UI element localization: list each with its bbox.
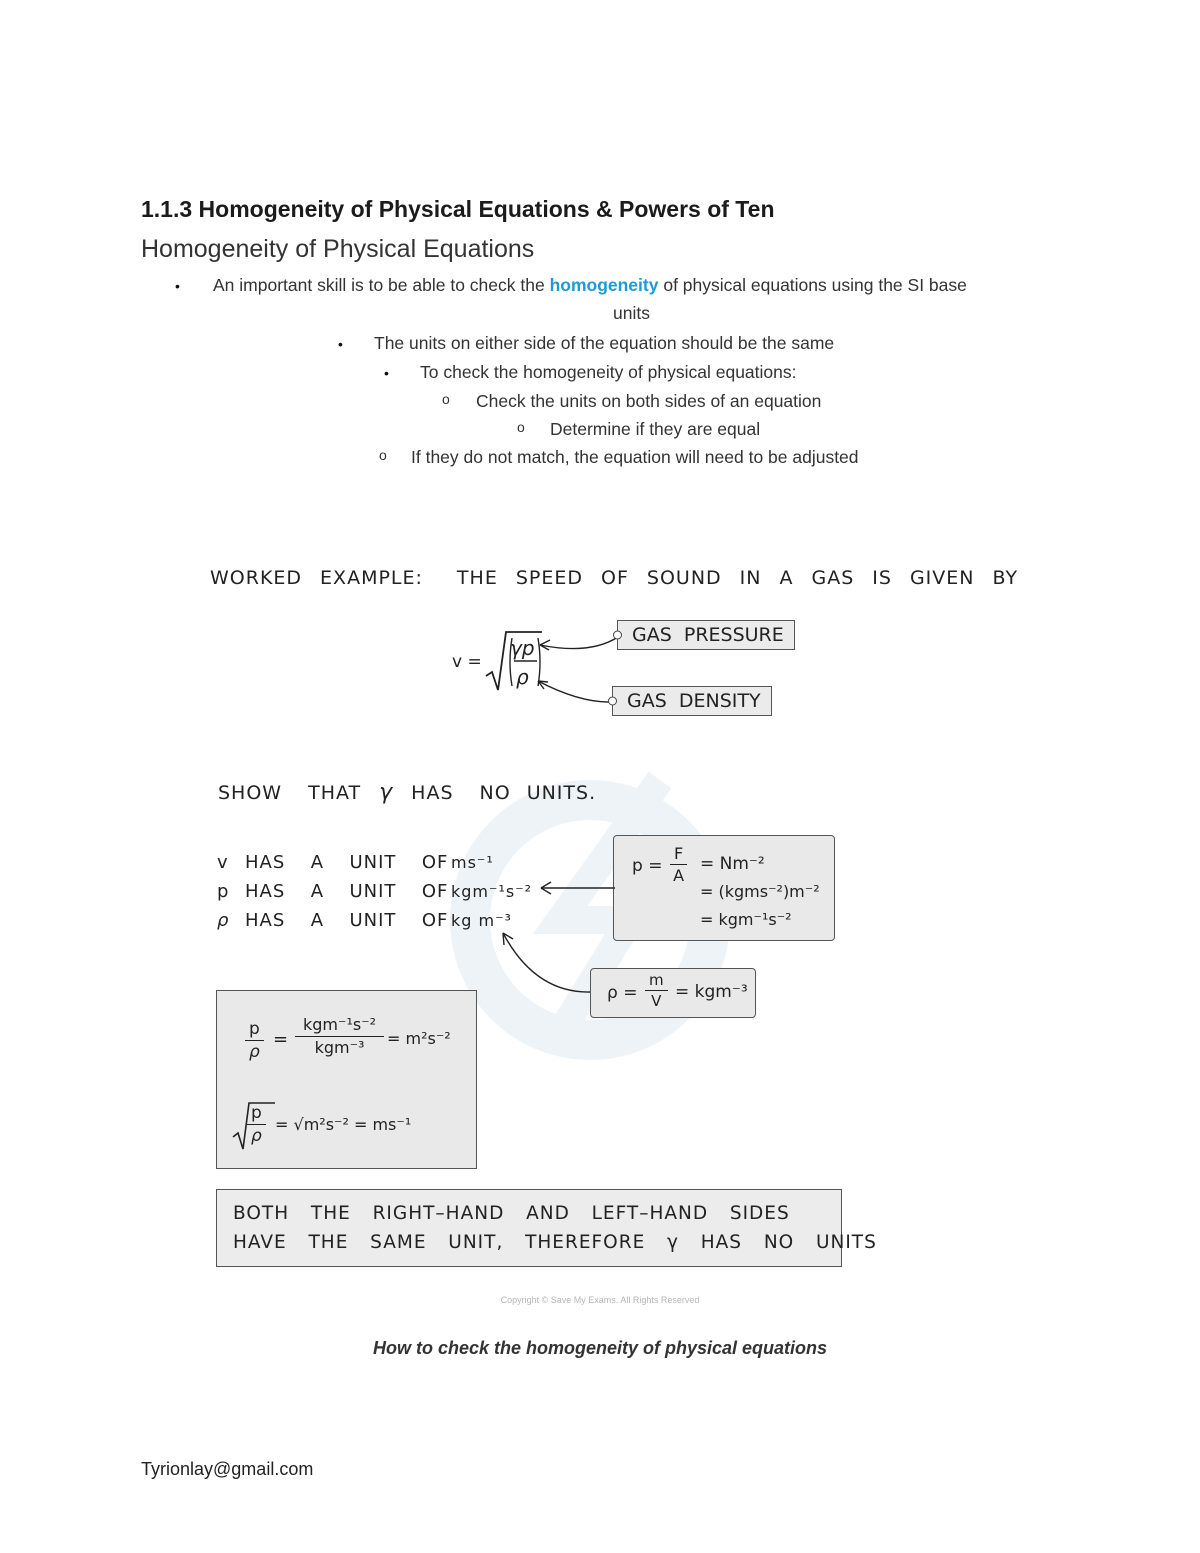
density-derivation-box (590, 968, 756, 1018)
sub-bullet-2-text: Determine if they are equal (550, 419, 761, 439)
unit-row (217, 881, 532, 902)
rhobox-fraction (645, 971, 668, 1010)
title-word: A (779, 567, 794, 589)
calc-num-2: kgm⁻¹s⁻² (295, 1015, 384, 1037)
show-statement (218, 780, 596, 805)
bullet-marker: • (338, 336, 343, 352)
title-word: IN (739, 567, 762, 589)
unit-row (217, 852, 494, 873)
title-word: WORKED (210, 567, 303, 589)
pbox-line-2: = (kgms⁻²)m⁻² (700, 882, 820, 901)
unit-value: kgm⁻¹s⁻² (451, 882, 533, 901)
bullet-1-pre: An important skill is to be able to check the (213, 275, 550, 295)
sub-bullet-3-text: If they do not match, the equation will need to be adjusted (411, 447, 859, 467)
calc-equals: = (273, 1029, 289, 1050)
rhobox-denominator: V (651, 992, 662, 1010)
calc-num-1: p (245, 1019, 264, 1041)
arrow-density-unit (495, 925, 595, 1000)
conclusion-line-2: HAVE THE SAME UNIT, THEREFORE γ HAS NO UNITS (233, 1232, 877, 1253)
tag-hole-icon (613, 631, 622, 640)
arrow-pressure-unit (535, 878, 620, 898)
homogeneity-link[interactable]: homogeneity (549, 275, 659, 295)
calc-fraction-1 (245, 1019, 264, 1062)
conclusion-box (216, 1189, 877, 1267)
worked-example-title (210, 567, 1018, 589)
copyright-notice: Copyright © Save My Exams. All Rights Reserved (500, 1295, 700, 1305)
title-word: BY (992, 567, 1019, 589)
gas-density-label: GAS DENSITY (627, 690, 761, 712)
pbox-line-1: = Nm⁻² (700, 854, 765, 874)
title-word: GIVEN (909, 567, 975, 589)
bullet-2-text: The units on either side of the equation should be the same (374, 333, 835, 353)
calc-den-3: ρ (251, 1126, 262, 1146)
calc-num-3: p (247, 1103, 266, 1125)
show-word: NO (479, 782, 511, 804)
pbox-denominator: A (673, 866, 685, 885)
unit-value: kg m⁻³ (451, 911, 512, 930)
gas-pressure-label: GAS PRESSURE (632, 624, 784, 646)
footer-email: Tyrionlay@gmail.com (141, 1459, 314, 1479)
show-word: HAS (411, 782, 454, 804)
title-word: THE (456, 567, 498, 589)
gas-pressure-tag (617, 620, 795, 650)
sub-bullet-marker: o (442, 391, 450, 407)
bullet-marker: • (384, 365, 389, 381)
show-word: THAT (308, 782, 362, 804)
sub-bullet-1-text: Check the units on both sides of an equation (476, 391, 822, 411)
unit-value: ms⁻¹ (451, 853, 494, 872)
unit-row-text: HAS A UNIT OF (245, 910, 449, 931)
pbox-line-3: = kgm⁻¹s⁻² (700, 910, 792, 929)
bullet-marker: • (175, 278, 180, 294)
title-word: OF (601, 567, 629, 589)
rhobox-lhs: ρ = (607, 983, 638, 1003)
gas-density-tag (612, 686, 772, 716)
unit-symbol: v (217, 852, 229, 873)
equation-lhs: v = (452, 652, 482, 672)
pbox-lhs: p = (632, 856, 663, 876)
pbox-fraction (670, 844, 687, 885)
unit-row-text: HAS A UNIT OF (245, 852, 449, 873)
title-word: IS (872, 567, 892, 589)
unit-row-text: HAS A UNIT OF (245, 881, 449, 902)
title-word: EXAMPLE: (320, 567, 423, 589)
bullet-1-text (213, 275, 967, 296)
unit-symbol: ρ (217, 910, 230, 931)
pbox-numerator: F (670, 844, 687, 865)
calc-fraction-2 (295, 1015, 384, 1057)
calc-rhs-1: = m²s⁻² (387, 1029, 451, 1048)
equation-denominator: ρ (516, 665, 529, 689)
show-word: UNITS. (526, 782, 597, 804)
subsection-heading: Homogeneity of Physical Equations (141, 235, 535, 263)
calc-fraction-3 (247, 1103, 266, 1146)
bullet-3-text: To check the homogeneity of physical equations: (420, 362, 797, 382)
bullet-1-post: of physical equations using the SI base (658, 275, 967, 295)
conclusion-line-1: BOTH THE RIGHT–HAND AND LEFT–HAND SIDES (233, 1203, 790, 1224)
title-word: SOUND (646, 567, 722, 589)
calc-den-2: kgm⁻³ (314, 1038, 365, 1057)
pressure-derivation-box (613, 835, 835, 941)
figure-caption: How to check the homogeneity of physical equations (372, 1338, 828, 1358)
calculation-box (216, 990, 477, 1169)
calc-den-1: ρ (249, 1042, 260, 1062)
section-heading: 1.1.3 Homogeneity of Physical Equations & Powers of Ten (141, 196, 775, 222)
tag-hole-icon (608, 697, 617, 706)
equation-numerator: γp (510, 636, 535, 660)
show-word: SHOW (218, 782, 283, 804)
sub-bullet-marker: o (517, 419, 525, 435)
rhobox-numerator: m (645, 971, 668, 991)
rhobox-rhs: = kgm⁻³ (675, 982, 748, 1002)
unit-row (217, 910, 512, 931)
title-word: SPEED (515, 567, 583, 589)
title-word: GAS (811, 567, 855, 589)
sub-bullet-marker: o (379, 447, 387, 463)
show-word: γ (379, 780, 394, 805)
bullet-1-continuation: units (613, 303, 650, 323)
unit-symbol: p (217, 881, 230, 902)
calc-rhs-2: = √m²s⁻² = ms⁻¹ (275, 1115, 412, 1134)
